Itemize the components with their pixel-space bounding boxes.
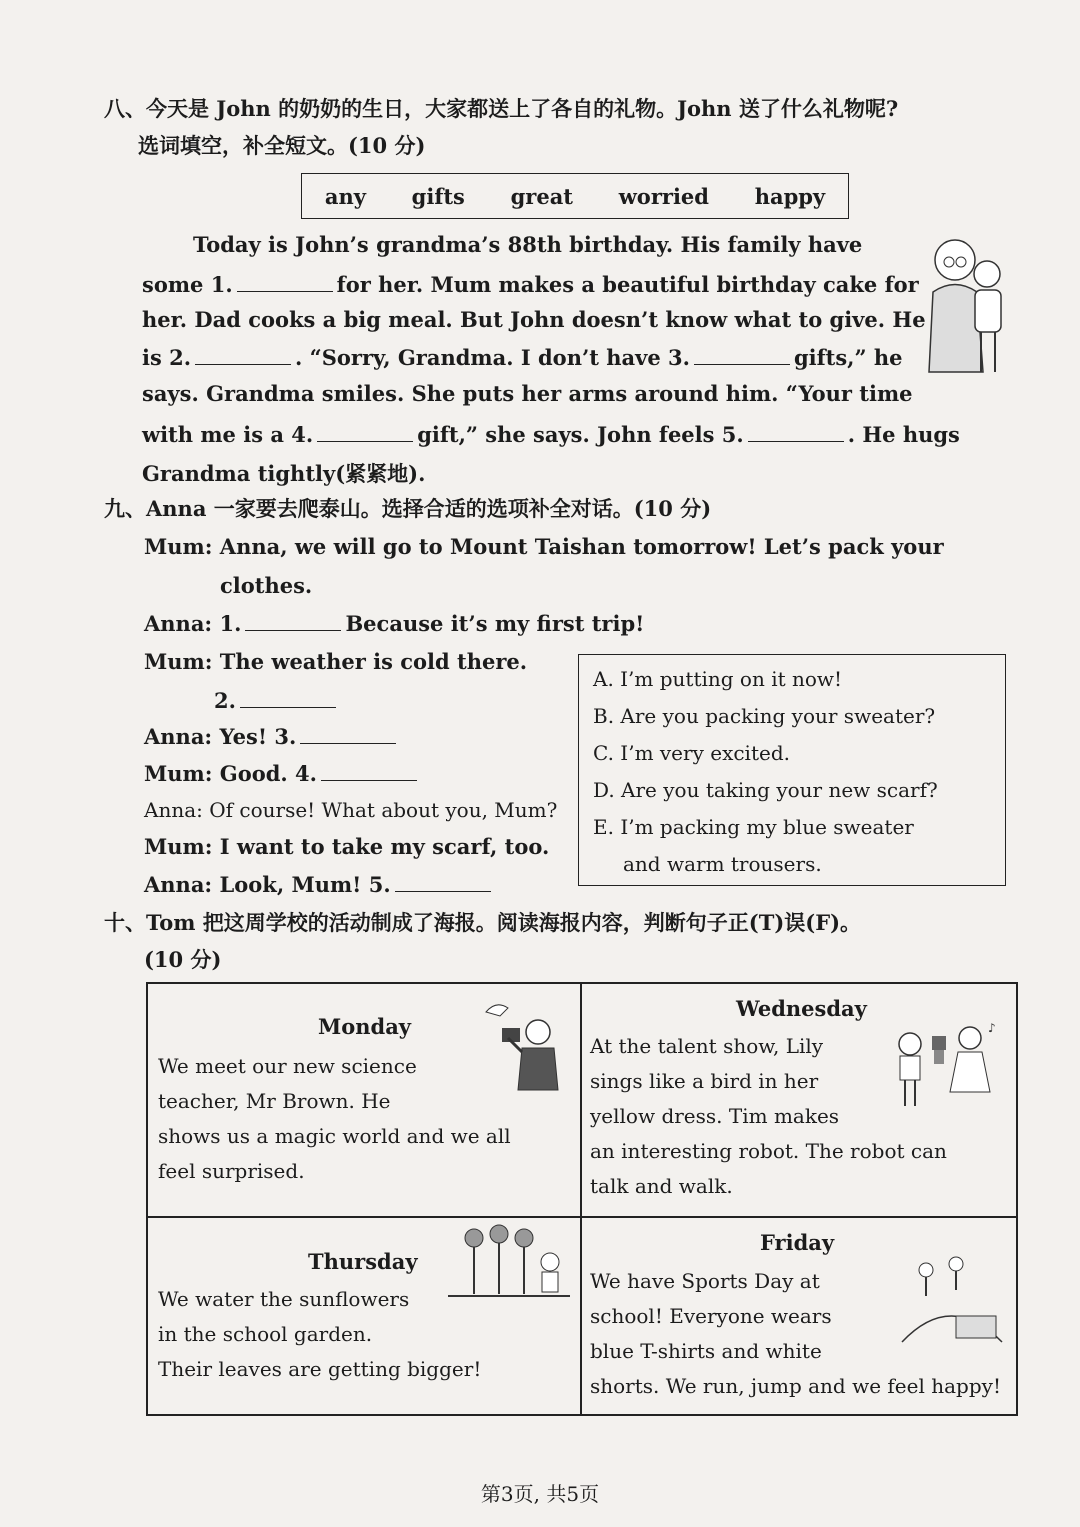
grandma-hug-illustration xyxy=(925,232,1015,382)
sports-day-illustration xyxy=(896,1250,1006,1350)
section8-heading-line2: 选词填空，补全短文。(10 分) xyxy=(138,133,426,158)
wednesday-line: an interesting robot. The robot can xyxy=(590,1139,947,1163)
thursday-line: in the school garden. xyxy=(158,1322,373,1346)
friday-line: shorts. We run, jump and we feel happy! xyxy=(590,1374,1001,1398)
answer-blank-3[interactable] xyxy=(694,342,790,365)
monday-line: feel surprised. xyxy=(158,1159,305,1183)
word-bank-item: great xyxy=(510,183,574,209)
talent-show-illustration xyxy=(890,1016,1010,1112)
thursday-line: Their leaves are getting bigger! xyxy=(158,1357,482,1381)
friday-line: school! Everyone wears xyxy=(590,1304,832,1328)
dialogue-blank-1[interactable] xyxy=(245,608,341,631)
thursday-line: We water the sunflowers xyxy=(158,1287,410,1311)
section10-heading-line1: 十、Tom 把这周学校的活动制成了海报。阅读海报内容，判断句子正(T)误(F)。 xyxy=(104,910,862,935)
passage-line: with me is a 4. gift,” she says. John feels 5. . He hugs xyxy=(142,419,960,450)
poster-divider-horizontal xyxy=(148,1216,1016,1218)
magician-illustration xyxy=(478,992,568,1092)
dialogue-line: Anna: Of course! What about you, Mum? xyxy=(144,798,558,822)
option-b: B. Are you packing your sweater? xyxy=(593,704,936,728)
word-bank-item: any xyxy=(324,183,366,209)
word-bank-item: worried xyxy=(618,183,709,209)
options-box xyxy=(578,654,1006,886)
answer-blank-4[interactable] xyxy=(317,419,413,442)
monday-line: We meet our new science xyxy=(158,1054,417,1078)
monday-line: shows us a magic world and we all xyxy=(158,1124,511,1148)
passage-line: Today is John’s grandma’s 88th birthday. His family have xyxy=(193,232,863,257)
option-e: E. I’m packing my blue sweater xyxy=(593,815,914,839)
dialogue-line: Anna: 1. Because it’s my first trip! xyxy=(144,608,644,639)
wednesday-line: yellow dress. Tim makes xyxy=(590,1104,840,1128)
section8-heading-line1: 八、今天是 John 的奶奶的生日，大家都送上了各自的礼物。John 送了什么礼物呢? xyxy=(104,96,899,121)
option-d: D. Are you taking your new scarf? xyxy=(593,778,938,802)
dialogue-blank-5[interactable] xyxy=(395,869,491,892)
dialogue-line: Mum: Good. 4. xyxy=(144,758,421,789)
dialogue-line: Anna: Yes! 3. xyxy=(144,721,400,752)
monday-title: Monday xyxy=(318,1014,412,1039)
word-bank xyxy=(301,173,849,219)
dialogue-blank-4[interactable] xyxy=(321,758,417,781)
page-number-footer: 第3页, 共5页 xyxy=(480,1482,600,1506)
svg-text:♪: ♪ xyxy=(988,1021,996,1035)
sunflowers-illustration xyxy=(444,1222,574,1302)
passage-line: says. Grandma smiles. She puts her arms around him. “Your time xyxy=(142,381,913,406)
word-bank-item: happy xyxy=(754,183,826,209)
friday-line: We have Sports Day at xyxy=(590,1269,820,1293)
school-activity-poster xyxy=(146,982,1018,1416)
dialogue-line: Mum: Anna, we will go to Mount Taishan tomorrow! Let’s pack your xyxy=(144,534,944,559)
monday-line: teacher, Mr Brown. He xyxy=(158,1089,391,1113)
answer-blank-5[interactable] xyxy=(748,419,844,442)
section9-heading: 九、Anna 一家要去爬泰山。选择合适的选项补全对话。(10 分) xyxy=(104,496,712,521)
wednesday-line: At the talent show, Lily xyxy=(590,1034,824,1058)
friday-line: blue T-shirts and white xyxy=(590,1339,822,1363)
wednesday-line: sings like a bird in her xyxy=(590,1069,819,1093)
dialogue-blank-2[interactable] xyxy=(240,685,336,708)
answer-blank-1[interactable] xyxy=(237,269,333,292)
dialogue-line: Mum: The weather is cold there. xyxy=(144,649,528,674)
dialogue-line: Mum: I want to take my scarf, too. xyxy=(144,834,550,859)
poster-divider-vertical xyxy=(580,984,582,1414)
dialogue-line: Anna: Look, Mum! 5. xyxy=(144,869,495,900)
answer-blank-2[interactable] xyxy=(195,342,291,365)
wednesday-title: Wednesday xyxy=(736,996,867,1021)
passage-line: is 2. . “Sorry, Grandma. I don’t have 3. gifts,” he xyxy=(142,342,903,373)
dialogue-blank-3[interactable] xyxy=(300,721,396,744)
option-e-continued: and warm trousers. xyxy=(623,852,822,876)
option-c: C. I’m very excited. xyxy=(593,741,790,765)
thursday-title: Thursday xyxy=(308,1249,418,1274)
passage-line: Grandma tightly(紧紧地). xyxy=(142,461,426,486)
dialogue-line: 2. xyxy=(214,685,340,716)
word-bank-item: gifts xyxy=(411,183,465,209)
section10-heading-line2: (10 分) xyxy=(144,947,222,972)
friday-title: Friday xyxy=(760,1230,835,1255)
option-a: A. I’m putting on it now! xyxy=(593,667,843,691)
wednesday-line: talk and walk. xyxy=(590,1174,733,1198)
dialogue-line: clothes. xyxy=(220,573,313,598)
passage-line: her. Dad cooks a big meal. But John doesn’t know what to give. He xyxy=(142,307,926,332)
passage-line: some 1. for her. Mum makes a beautiful birthday cake for xyxy=(142,269,919,300)
